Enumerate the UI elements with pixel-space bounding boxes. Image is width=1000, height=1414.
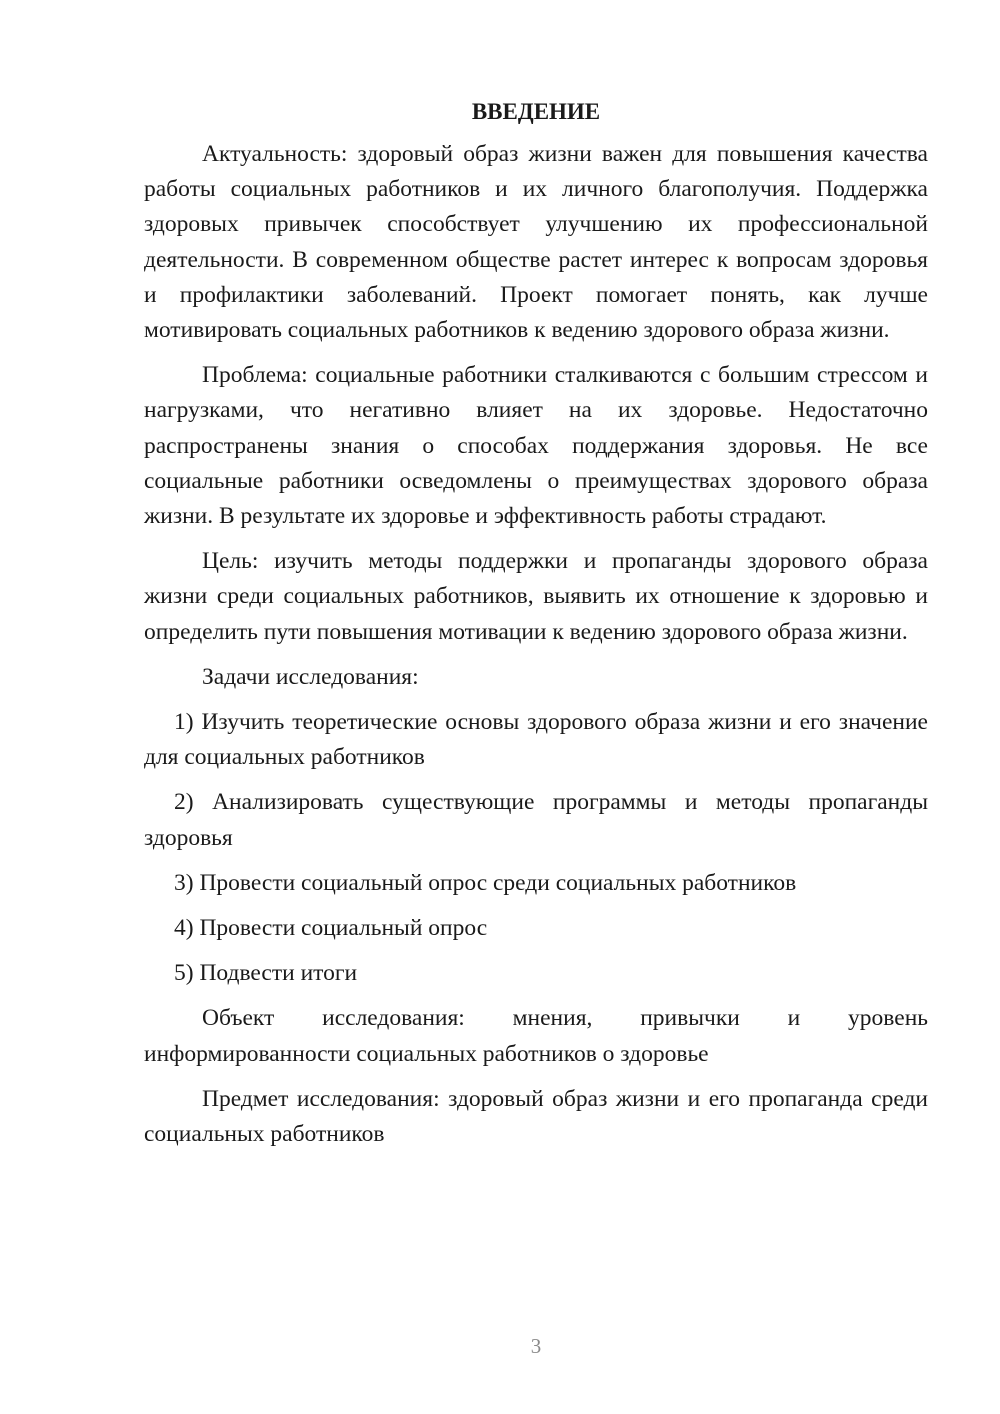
tasks-heading: Задачи исследования: xyxy=(202,663,419,690)
object-paragraph: Объект исследования: мнения, привычки и уровень информированности социальных работников о здоровье xyxy=(144,1005,928,1067)
page-content xyxy=(144,94,928,1162)
problem-paragraph: Проблема: социальные работники сталкиваются с большим стрессом и нагрузками, что негативно влияет на их здоровье. Недостаточно распространены знания о способах поддержания здоровья. Не все социальные работники осведомлены о преимуществах здорового образа жизни. В результате их здоровье и эффективность работы страдают. xyxy=(144,362,928,530)
tasks-list xyxy=(144,705,928,991)
task-item-5: 5) Подвести итоги xyxy=(174,960,358,987)
task-item-1: 1) Изучить теоретические основы здорового образа жизни и его значение для социальных работников xyxy=(144,709,928,771)
relevance-paragraph: Актуальность: здоровый образ жизни важен для повышения качества работы социальных работников и их личного благополучия. Поддержка здоровых привычек способствует улучшению их профессиональной деятельности. В современном обществе растет интерес к вопросам здоровья и профилактики заболеваний. Проект помогает понять, как лучше мотивировать социальных работников к ведению здорового образа жизни. xyxy=(144,141,928,344)
goal-paragraph: Цель: изучить методы поддержки и пропаганды здорового образа жизни среди социальных работников, выявить их отношение к здоровью и определить пути повышения мотивации к ведению здорового образа жизни. xyxy=(144,548,928,645)
subject-paragraph: Предмет исследования: здоровый образ жизни и его пропаганда среди социальных работников xyxy=(144,1085,928,1148)
task-item-3: 3) Провести социальный опрос среди социальных работников xyxy=(174,869,797,896)
page-heading: ВВЕДЕНИЕ xyxy=(471,99,601,124)
task-item-2: 2) Анализировать существующие программы и методы пропаганды здоровья xyxy=(144,789,928,851)
page-number: 3 xyxy=(530,1334,542,1358)
task-item-4: 4) Провести социальный опрос xyxy=(174,915,488,942)
